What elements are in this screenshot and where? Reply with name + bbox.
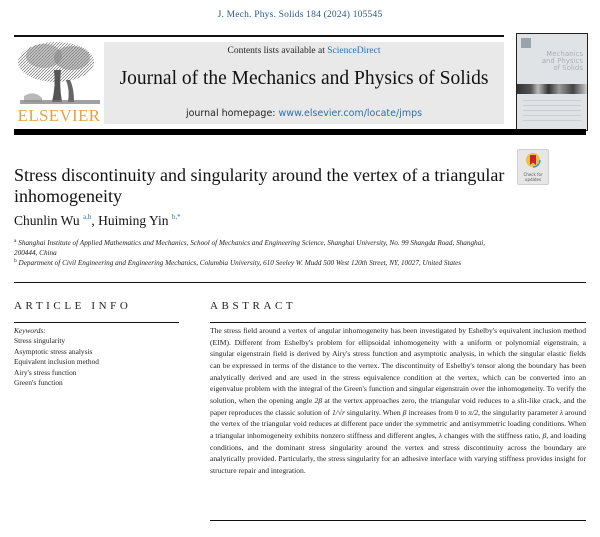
abstract-segment: , and loading conditions, and the dominant stress singularity around the vertex and stress discontinuity across the boundary are analytically provided. Particularly, the stress singularity for an adhesive interface with varying stiffness provides insight for structure repair and integration. [210,430,586,475]
keyword: Airy's stress function [14,367,77,377]
abstract-segment: around the vertex of the triangular void reduces at different pace under the symmetric and antisymmetric loading conditions. When a triangular inhomogeneity exhibits nonzero stiffness and different angles, [210,407,586,440]
section-divider [14,282,586,283]
crossmark-icon [525,152,541,168]
abstract-segment: , the singularity parameter [478,407,560,417]
cover-title [542,51,583,72]
homepage-link[interactable]: www.elsevier.com/locate/jmps [278,108,423,119]
abstract-segment: increases from 0 to [406,407,469,417]
keyword: Green's function [14,378,63,388]
keyword: Asymptotic stress analysis [14,346,93,356]
contents-line [104,46,504,56]
elsevier-logo [14,40,104,126]
crossmark-label: Check for updates [523,172,543,182]
journal-citation: J. Mech. Phys. Solids 184 (2024) 105545 [217,10,383,20]
math-symbol: 2β [314,395,323,405]
journal-title: Journal of the Mechanics and Physics of Solids [119,68,489,89]
journal-cover-thumbnail [516,33,588,131]
keywords-label: Keywords: [14,326,46,335]
author-list: Chunlin Wu $^{a,b}$, Huiming Yin $^{b,*}$ [14,213,181,228]
header-bar [14,129,586,135]
keyword: Stress singularity [14,336,66,346]
sciencedirect-link[interactable]: ScienceDirect [327,46,381,56]
cover-line: and Physics [541,57,583,65]
affiliation-mark: a [14,238,17,244]
math-symbol: λ [438,430,443,440]
journal-banner [104,42,504,124]
affiliation [14,256,494,268]
affiliation-mark: b [14,258,17,264]
homepage-prefix: journal homepage: [185,108,279,119]
author-name[interactable]: Chunlin Wu [14,213,80,228]
math-symbol: 1/√r [331,407,346,417]
math-symbol: π/2 [468,407,479,417]
abstract-segment: The stress field around a vertex of angular inhomogeneity has been investigated by Eshelby's equivalent inclusion method (EIM). Different from Eshelby's problem for ellipsoidal inhomogeneity with a uniform or polynomial eigenstrain, a singular eigenstrain field is derived by Airy's stress function and asymptotic analysis, in which the singular elastic fields can be expressed in terms of the distance to the vertex. The discontinuity of Eshelby's tensor along the boundary has been analytically derived and are used in the stress equivalence condition at the vertex, which can be converted into an eigenvalue problem with the integral of the Green's function and singular eigenstrain over the inhomogeneity. To verify the solution, when the opening angle [210,326,586,405]
article-info-divider [14,322,179,323]
math-symbol: β [402,407,407,417]
abstract-bottom-divider [210,520,586,521]
cover-line: Mechanics [546,50,583,58]
affiliation [14,236,494,258]
author-affiliation-marks[interactable]: a,b [82,213,92,221]
tree-icon [14,40,104,108]
author-affiliation-marks[interactable]: b,* [171,213,181,221]
abstract-segment: changes with the stiffness ratio, [442,430,543,440]
cover-line: of Solids [553,64,583,72]
homepage-line [104,108,504,119]
contents-prefix: Contents lists available at [227,46,328,56]
article-info-heading: ARTICLE INFO [14,300,132,312]
abstract-divider [210,322,586,323]
author-name[interactable]: Huiming Yin [98,213,169,228]
article-title: Stress discontinuity and singularity around the vertex of a triangular inhomogeneity [14,165,505,206]
top-divider [14,35,504,37]
abstract-segment: singularity. When [345,407,403,417]
check-for-updates-button[interactable] [517,149,549,185]
abstract-text [210,325,586,477]
cover-contents-lines [523,100,581,125]
math-symbol: λ [559,407,563,417]
affiliation-text: Department of Civil Engineering and Engineering Mechanics, Columbia University, 610 Seeley W. Mudd 500 West 120th Street, NY, 10027, United States [18,259,462,267]
abstract-segment: at the vertex approaches zero, the triangular void reduces to a slit-like crack, and the paper reproduces the classic solution of [210,395,586,417]
cover-logo-icon [521,38,531,48]
cover-image-band [517,84,587,94]
keyword: Equivalent inclusion method [14,357,99,367]
keywords-list [14,326,99,388]
math-symbol: β [542,430,547,440]
elsevier-wordmark: ELSEVIER [17,106,101,125]
abstract-heading: ABSTRACT [210,300,297,312]
affiliation-text: Shanghai Institute of Applied Mathematics and Mechanics, School of Mechanics and Engineering Science, Shanghai University, No. 99 Shangda Road, Shanghai, 200444, China [14,239,486,257]
